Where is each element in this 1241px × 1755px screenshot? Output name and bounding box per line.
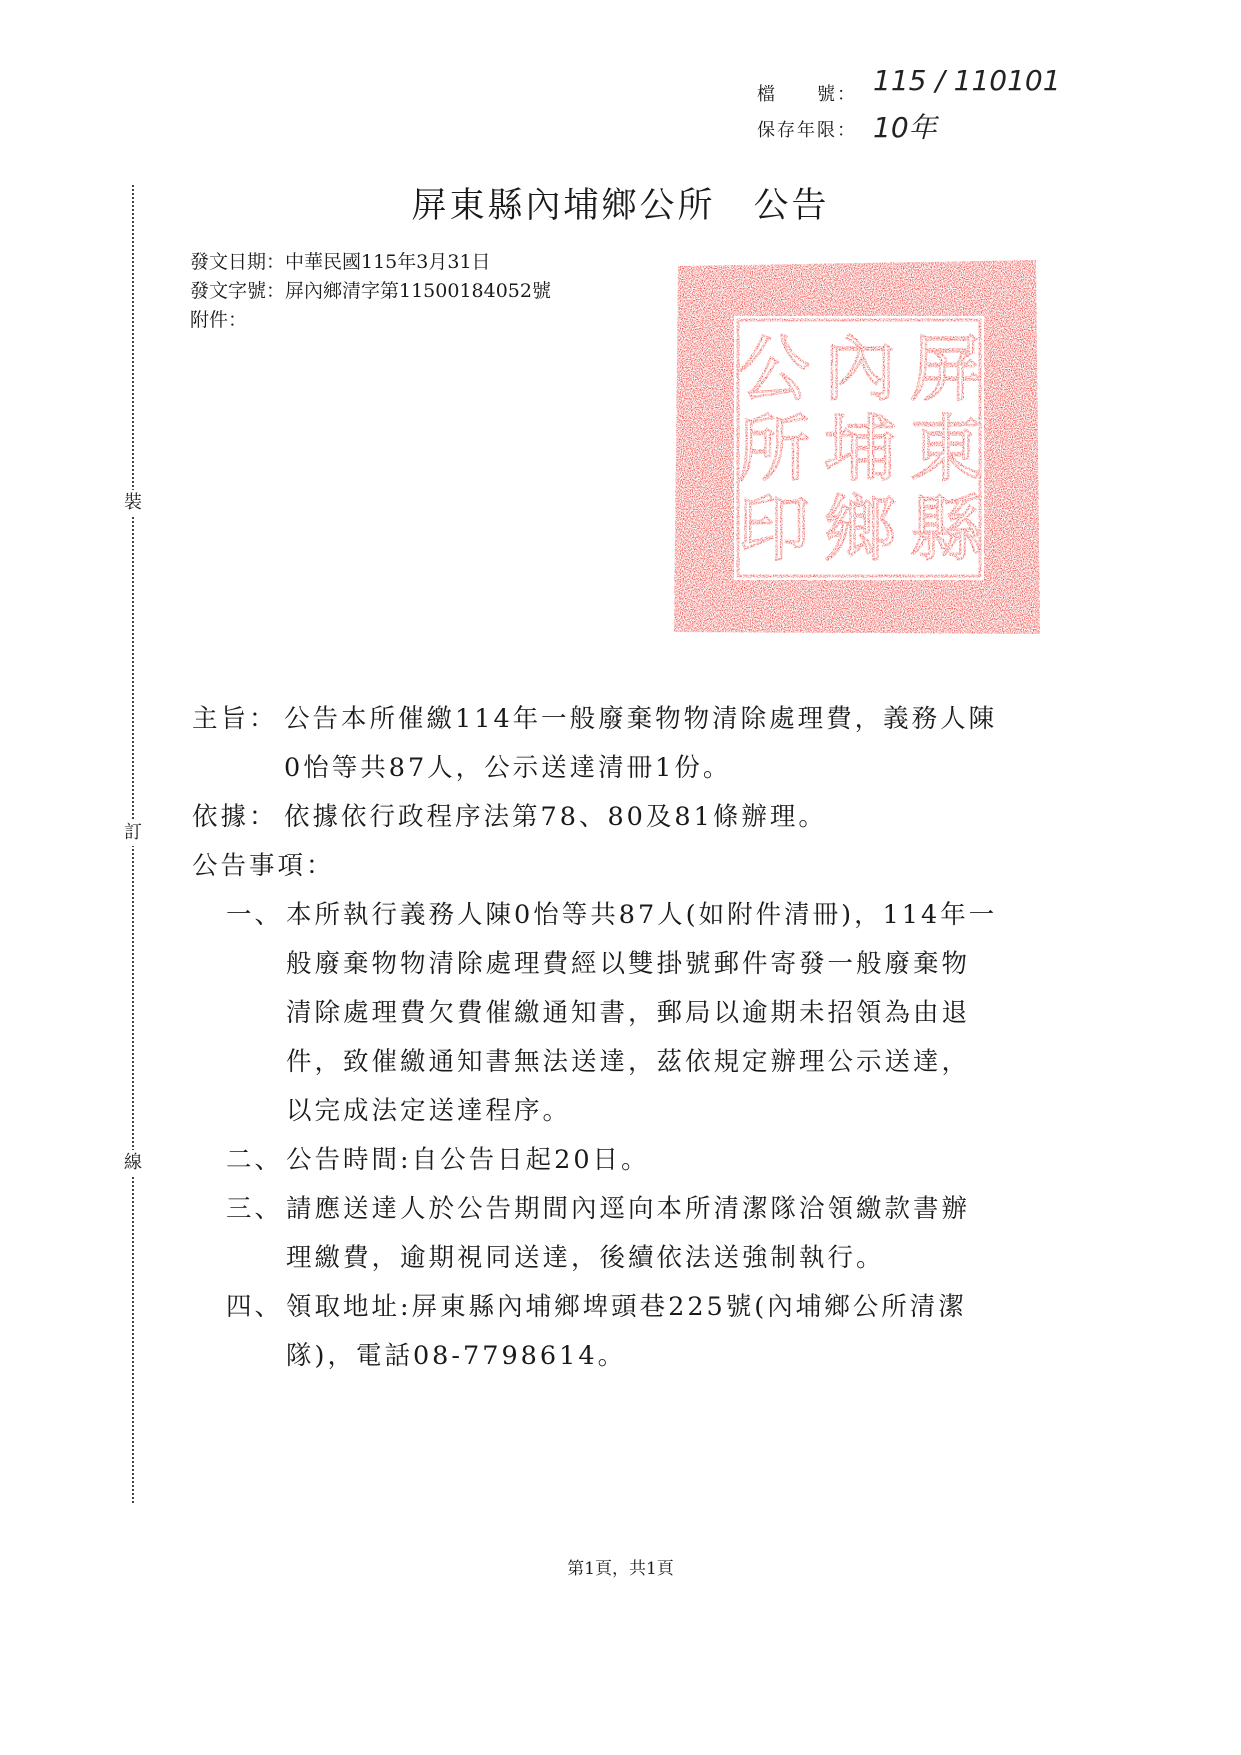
binding-mark-zhuang: 裝	[120, 490, 146, 516]
svg-text:所: 所	[737, 407, 811, 491]
svg-text:東: 東	[909, 407, 983, 491]
item-4-line-1: 領取地址:屏東縣內埔鄉埤頭巷225號(內埔鄉公所清潔	[286, 1292, 967, 1322]
svg-text:埔: 埔	[823, 407, 897, 491]
subject-label: 主旨：	[192, 704, 278, 734]
document-title: 屏東縣內埔鄉公所 公告	[411, 186, 830, 226]
official-seal-stamp	[668, 254, 1046, 640]
svg-text:公: 公	[737, 327, 811, 411]
item-1-line-1: 本所執行義務人陳0怡等共87人(如附件清冊)，114年一	[286, 900, 998, 930]
basis-text: 依據依行政程序法第78、80及81條辦理。	[284, 802, 827, 832]
item-1-line-4: 件，致催繳通知書無法送達，茲依規定辦理公示送達，	[286, 1047, 971, 1077]
issue-date: 發文日期：中華民國115年3月31日	[190, 251, 491, 273]
item-3-line-2: 理繳費，逾期視同送達，後續依法送強制執行。	[286, 1243, 885, 1273]
basis-label: 依據：	[192, 802, 278, 832]
item-1-number: 一、	[226, 900, 284, 930]
item-2-number: 二、	[226, 1145, 284, 1175]
document-number: 發文字號：屏內鄉清字第11500184052號	[190, 280, 551, 302]
item-1-line-5: 以完成法定送達程序。	[286, 1096, 572, 1126]
subject-line-1: 公告本所催繳114年一般廢棄物物清除處理費，義務人陳	[284, 704, 998, 734]
file-number-label: 檔 號：	[757, 84, 857, 105]
svg-text:鄉: 鄉	[823, 487, 897, 571]
item-4-line-2: 隊)，電話08-7798614。	[286, 1341, 627, 1371]
subject-line-2: 0怡等共87人，公示送達清冊1份。	[284, 753, 732, 783]
file-number-value: 115 / 110101	[873, 64, 1061, 97]
svg-text:印: 印	[737, 487, 811, 571]
retention-label: 保存年限：	[757, 120, 857, 141]
attachment-label: 附件：	[190, 309, 248, 331]
svg-text:屏: 屏	[909, 327, 983, 411]
item-4-number: 四、	[226, 1292, 284, 1322]
item-3-number: 三、	[226, 1194, 284, 1224]
page-footer: 第1頁，共1頁	[567, 1559, 674, 1579]
item-1-line-3: 清除處理費欠費催繳通知書，郵局以逾期未招領為由退	[286, 998, 971, 1028]
items-heading: 公告事項：	[192, 851, 335, 881]
item-1-line-2: 般廢棄物物清除處理費經以雙掛號郵件寄發一般廢棄物	[286, 949, 971, 979]
svg-text:內: 內	[823, 327, 897, 411]
binding-mark-xian: 線	[120, 1150, 146, 1176]
svg-text:縣: 縣	[909, 487, 983, 571]
retention-value: 10年	[873, 111, 937, 144]
item-3-line-1: 請應送達人於公告期間內逕向本所清潔隊洽領繳款書辦	[286, 1194, 971, 1224]
item-2-line-1: 公告時間:自公告日起20日。	[286, 1145, 650, 1175]
binding-mark-ding: 訂	[120, 820, 146, 846]
